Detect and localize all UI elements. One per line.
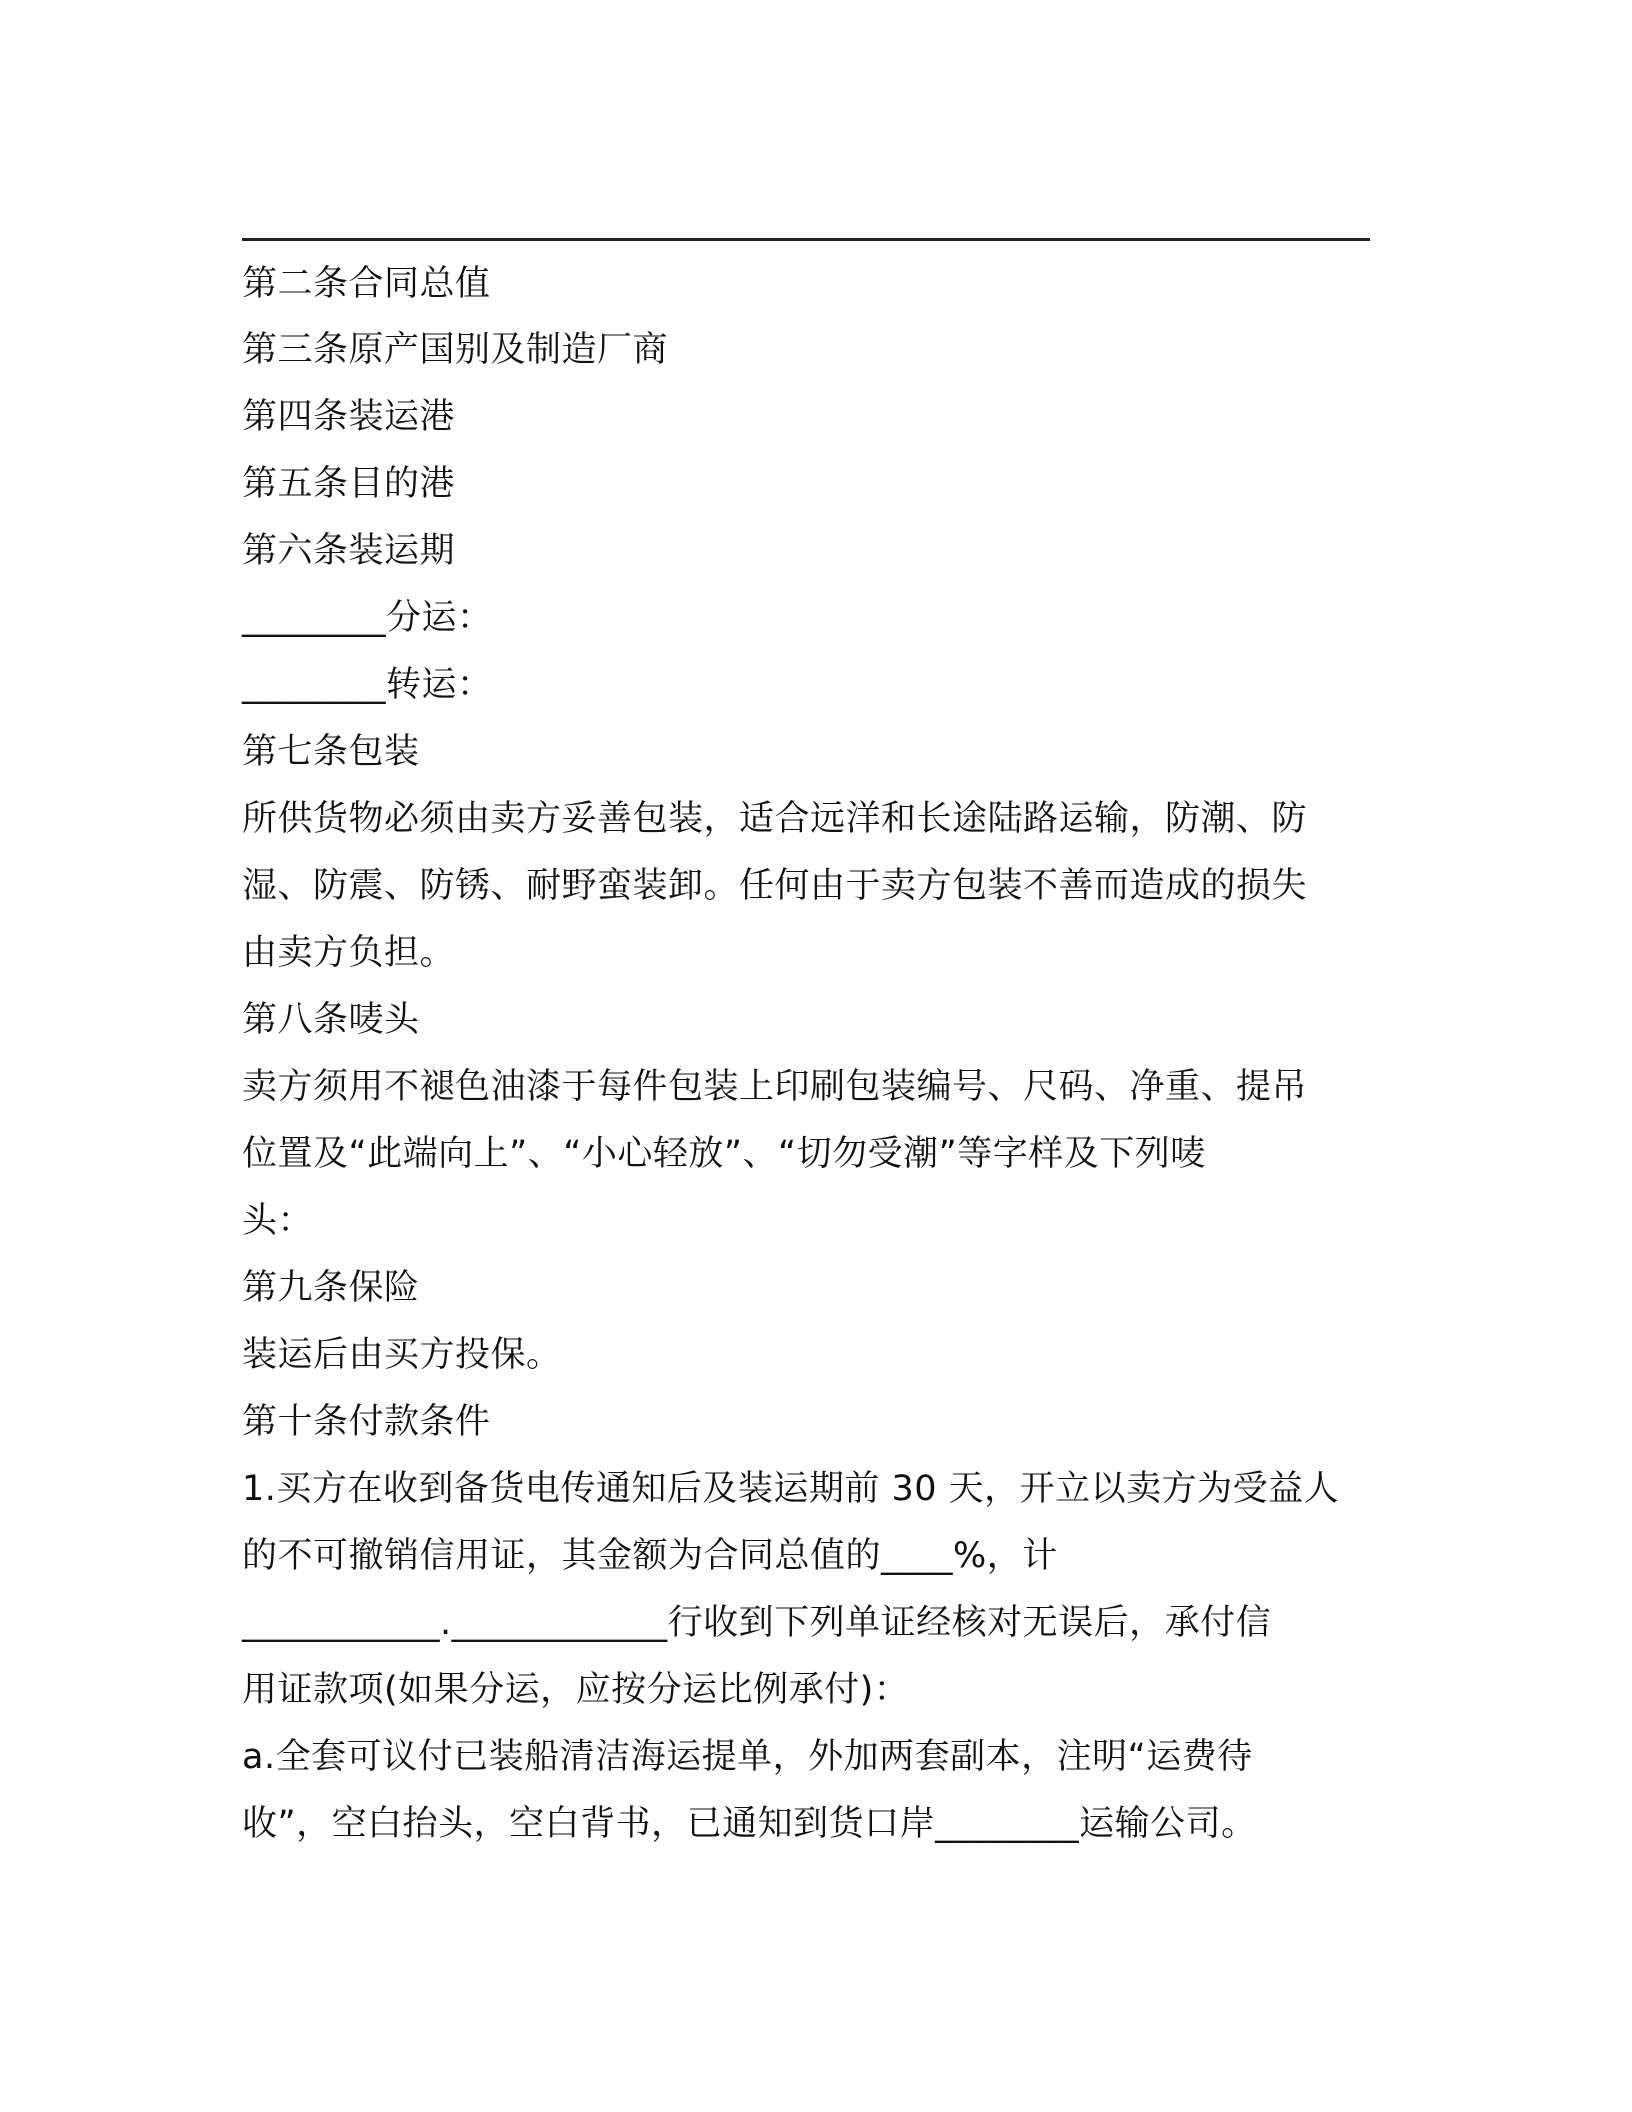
clause-6-heading: 第六条装运期 <box>242 531 456 571</box>
clause-2-heading: 第二条合同总值 <box>242 264 491 304</box>
clause-7-heading: 第七条包装 <box>242 732 420 772</box>
clause-5-heading: 第五条目的港 <box>242 464 456 504</box>
bill-of-lading-line-2: 收”，空白抬头，空白背书，已通知到货口岸________运输公司。 <box>242 1804 1257 1844</box>
payment-paragraph-line-4: 用证款项(如果分运，应按分运比例承付)： <box>242 1670 910 1710</box>
packing-paragraph-line-1: 所供货物必须由卖方妥善包装，适合远洋和长途陆路运输，防潮、防 <box>242 799 1308 839</box>
clause-4-heading: 第四条装运港 <box>242 397 456 437</box>
payment-paragraph-line-3: ___________.____________行收到下列单证经核对无误后，承付信 <box>242 1603 1272 1643</box>
clause-3-heading: 第三条原产国别及制造厂商 <box>242 330 669 370</box>
payment-paragraph-line-2: 的不可撤销信用证，其金额为合同总值的____%，计 <box>242 1536 1058 1576</box>
top-separator-line <box>242 238 1370 241</box>
clause-8-heading: 第八条唛头 <box>242 1000 420 1040</box>
packing-paragraph-line-2: 湿、防震、防锈、耐野蛮装卸。任何由于卖方包装不善而造成的损失 <box>242 866 1308 906</box>
partial-shipment-line: ________分运： <box>242 598 493 638</box>
marks-paragraph-line-3: 头： <box>242 1201 314 1241</box>
bill-of-lading-line-1: a.全套可议付已装船清洁海运提单，外加两套副本，注明“运费待 <box>242 1737 1253 1777</box>
insurance-paragraph: 装运后由买方投保。 <box>242 1335 562 1375</box>
transshipment-line: ________转运： <box>242 665 493 705</box>
clause-10-heading: 第十条付款条件 <box>242 1402 491 1442</box>
payment-paragraph-line-1: 1.买方在收到备货电传通知后及装运期前 30 天，开立以卖方为受益人 <box>242 1469 1340 1509</box>
packing-paragraph-line-3: 由卖方负担。 <box>242 933 456 973</box>
marks-paragraph-line-2: 位置及“此端向上”、“小心轻放”、“切勿受潮”等字样及下列唛 <box>242 1134 1206 1174</box>
marks-paragraph-line-1: 卖方须用不褪色油漆于每件包装上印刷包装编号、尺码、净重、提吊 <box>242 1067 1308 1107</box>
clause-9-heading: 第九条保险 <box>242 1268 420 1308</box>
